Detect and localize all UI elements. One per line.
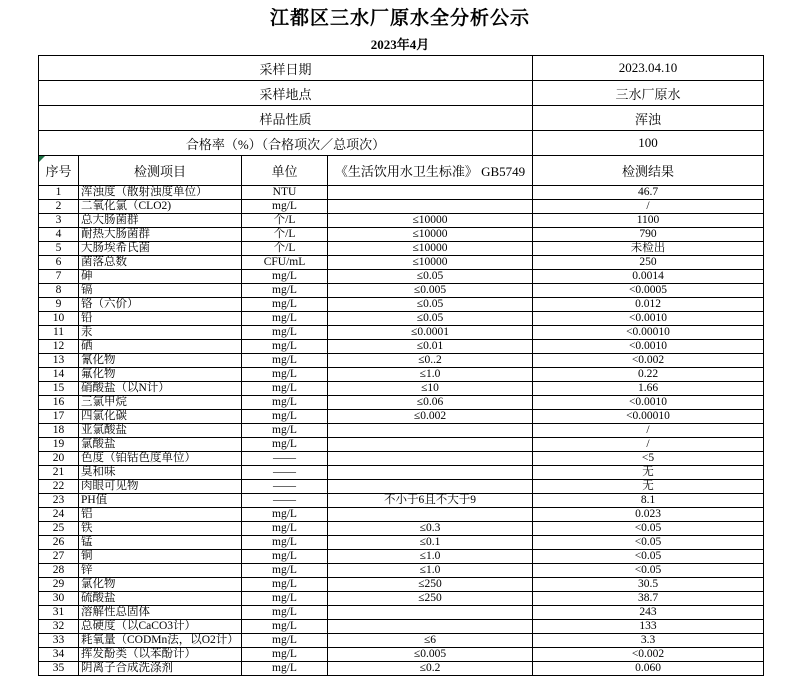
standard-limit: ≤1.0 <box>328 550 533 564</box>
unit: mg/L <box>242 326 328 340</box>
item-name: 硝酸盐（以N计） <box>79 382 242 396</box>
result-value: / <box>533 424 764 438</box>
item-name: 铜 <box>79 550 242 564</box>
info-row-sample-nature <box>39 106 764 131</box>
item-name: 锰 <box>79 536 242 550</box>
table-row <box>39 256 764 270</box>
item-name: 耗氧量（CODMn法，以O2计） <box>79 634 242 648</box>
standard-limit: ≤0.005 <box>328 284 533 298</box>
col-header-unit: 单位 <box>242 156 328 186</box>
row-no: 16 <box>39 396 79 410</box>
unit: 个/L <box>242 214 328 228</box>
standard-limit: ≤250 <box>328 592 533 606</box>
unit: 个/L <box>242 228 328 242</box>
standard-limit: ≤10000 <box>328 228 533 242</box>
unit: mg/L <box>242 354 328 368</box>
row-no: 29 <box>39 578 79 592</box>
result-value: <0.0010 <box>533 312 764 326</box>
result-value: <0.05 <box>533 522 764 536</box>
standard-limit: ≤6 <box>328 634 533 648</box>
row-no: 18 <box>39 424 79 438</box>
col-header-no <box>39 156 79 186</box>
row-no: 6 <box>39 256 79 270</box>
result-value: 38.7 <box>533 592 764 606</box>
unit: mg/L <box>242 592 328 606</box>
table-row <box>39 592 764 606</box>
result-value: 未检出 <box>533 242 764 256</box>
row-no: 19 <box>39 438 79 452</box>
page-title: 江都区三水厂原水全分析公示 <box>269 8 530 29</box>
info-value: 三水厂原水 <box>533 81 764 106</box>
table-row <box>39 200 764 214</box>
standard-limit: ≤0.005 <box>328 648 533 662</box>
row-no: 7 <box>39 270 79 284</box>
item-name: 浑浊度（散射浊度单位） <box>79 186 242 200</box>
item-name: 三氯甲烷 <box>79 396 242 410</box>
standard-limit <box>328 424 533 438</box>
table-row <box>39 396 764 410</box>
item-name: 肉眼可见物 <box>79 480 242 494</box>
unit: mg/L <box>242 662 328 676</box>
unit: mg/L <box>242 648 328 662</box>
info-label: 样品性质 <box>39 106 533 131</box>
row-no: 13 <box>39 354 79 368</box>
result-value: 133 <box>533 620 764 634</box>
table-row <box>39 382 764 396</box>
row-no: 2 <box>39 200 79 214</box>
col-header-standard: 《生活饮用水卫生标准》 GB5749 <box>328 156 533 186</box>
result-value: 1100 <box>533 214 764 228</box>
item-name: 硒 <box>79 340 242 354</box>
table-row <box>39 186 764 200</box>
unit: mg/L <box>242 634 328 648</box>
item-name: 氟化物 <box>79 368 242 382</box>
table-row <box>39 620 764 634</box>
unit: NTU <box>242 186 328 200</box>
col-header-result: 检测结果 <box>533 156 764 186</box>
item-name: 大肠埃希氏菌 <box>79 242 242 256</box>
result-value: <5 <box>533 452 764 466</box>
unit: mg/L <box>242 200 328 214</box>
row-no: 10 <box>39 312 79 326</box>
table-row <box>39 326 764 340</box>
table-row <box>39 480 764 494</box>
item-name: 铝 <box>79 508 242 522</box>
row-no: 17 <box>39 410 79 424</box>
table-row <box>39 270 764 284</box>
table-row <box>39 508 764 522</box>
standard-limit: ≤0.2 <box>328 662 533 676</box>
table-row <box>39 228 764 242</box>
unit: mg/L <box>242 382 328 396</box>
unit: mg/L <box>242 368 328 382</box>
standard-limit: 不小于6且不大于9 <box>328 494 533 508</box>
item-name: 铅 <box>79 312 242 326</box>
unit: mg/L <box>242 536 328 550</box>
result-value: 无 <box>533 466 764 480</box>
unit: CFU/mL <box>242 256 328 270</box>
unit: mg/L <box>242 438 328 452</box>
info-row-pass-rate <box>39 131 764 156</box>
table-row <box>39 298 764 312</box>
table-row <box>39 494 764 508</box>
table-row <box>39 536 764 550</box>
row-no: 3 <box>39 214 79 228</box>
unit: mg/L <box>242 298 328 312</box>
item-name: 亚氯酸盐 <box>79 424 242 438</box>
item-name: 汞 <box>79 326 242 340</box>
table-row <box>39 648 764 662</box>
info-label: 合格率（%）（合格项次／总项次） <box>39 131 533 156</box>
row-no: 20 <box>39 452 79 466</box>
row-no: 32 <box>39 620 79 634</box>
table-row <box>39 354 764 368</box>
unit: mg/L <box>242 424 328 438</box>
standard-limit <box>328 200 533 214</box>
item-name: 铁 <box>79 522 242 536</box>
standard-limit: ≤10000 <box>328 214 533 228</box>
unit: mg/L <box>242 606 328 620</box>
item-name: 硫酸盐 <box>79 592 242 606</box>
row-no: 23 <box>39 494 79 508</box>
unit: mg/L <box>242 522 328 536</box>
standard-limit: ≤10 <box>328 382 533 396</box>
standard-limit: ≤10000 <box>328 256 533 270</box>
row-no: 26 <box>39 536 79 550</box>
item-name: 铬（六价） <box>79 298 242 312</box>
row-no: 24 <box>39 508 79 522</box>
info-value: 100 <box>533 131 764 156</box>
result-value: <0.002 <box>533 354 764 368</box>
row-no: 4 <box>39 228 79 242</box>
table-row <box>39 368 764 382</box>
standard-limit: ≤0..2 <box>328 354 533 368</box>
item-name: 总大肠菌群 <box>79 214 242 228</box>
result-value: 30.5 <box>533 578 764 592</box>
row-no: 11 <box>39 326 79 340</box>
standard-limit <box>328 606 533 620</box>
row-no: 25 <box>39 522 79 536</box>
unit: mg/L <box>242 410 328 424</box>
unit: —— <box>242 452 328 466</box>
item-name: 氰化物 <box>79 354 242 368</box>
table-row <box>39 452 764 466</box>
table-row <box>39 550 764 564</box>
standard-limit: ≤0.06 <box>328 396 533 410</box>
row-no: 14 <box>39 368 79 382</box>
col-header-item: 检测项目 <box>79 156 242 186</box>
table-row <box>39 340 764 354</box>
result-value: 无 <box>533 480 764 494</box>
result-value: <0.0010 <box>533 340 764 354</box>
col-header-label: 序号 <box>45 164 72 179</box>
row-no: 30 <box>39 592 79 606</box>
item-name: 镉 <box>79 284 242 298</box>
standard-limit <box>328 508 533 522</box>
unit: mg/L <box>242 396 328 410</box>
result-value: <0.05 <box>533 564 764 578</box>
info-value: 浑浊 <box>533 106 764 131</box>
result-value: <0.05 <box>533 536 764 550</box>
info-row-sampling-date <box>39 56 764 81</box>
result-value: 0.0014 <box>533 270 764 284</box>
unit: 个/L <box>242 242 328 256</box>
result-value: <0.05 <box>533 550 764 564</box>
analysis-table-body <box>39 186 764 676</box>
table-row <box>39 410 764 424</box>
row-no: 15 <box>39 382 79 396</box>
standard-limit: ≤0.002 <box>328 410 533 424</box>
info-label: 采样地点 <box>39 81 533 106</box>
standard-limit <box>328 466 533 480</box>
table-row <box>39 438 764 452</box>
sample-info-table <box>38 55 764 156</box>
item-name: 阴离子合成洗涤剂 <box>79 662 242 676</box>
result-value: <0.0010 <box>533 396 764 410</box>
row-no: 28 <box>39 564 79 578</box>
standard-limit: ≤1.0 <box>328 368 533 382</box>
table-row <box>39 424 764 438</box>
standard-limit: ≤1.0 <box>328 564 533 578</box>
row-no: 1 <box>39 186 79 200</box>
item-name: 氯酸盐 <box>79 438 242 452</box>
standard-limit <box>328 620 533 634</box>
item-name: 二氧化氯（CLO2) <box>79 200 242 214</box>
unit: mg/L <box>242 284 328 298</box>
table-row <box>39 662 764 676</box>
result-value: 8.1 <box>533 494 764 508</box>
row-no: 5 <box>39 242 79 256</box>
row-no: 8 <box>39 284 79 298</box>
row-no: 31 <box>39 606 79 620</box>
result-value: 3.3 <box>533 634 764 648</box>
unit: mg/L <box>242 508 328 522</box>
unit: —— <box>242 494 328 508</box>
unit: mg/L <box>242 312 328 326</box>
item-name: 色度（铂钴色度单位） <box>79 452 242 466</box>
unit: —— <box>242 480 328 494</box>
item-name: 锌 <box>79 564 242 578</box>
standard-limit: ≤0.05 <box>328 270 533 284</box>
result-value: / <box>533 438 764 452</box>
table-row <box>39 578 764 592</box>
item-name: 砷 <box>79 270 242 284</box>
result-value: 250 <box>533 256 764 270</box>
table-row <box>39 564 764 578</box>
table-row <box>39 522 764 536</box>
result-value: <0.00010 <box>533 410 764 424</box>
result-value: <0.002 <box>533 648 764 662</box>
result-value: / <box>533 200 764 214</box>
standard-limit: ≤0.1 <box>328 536 533 550</box>
info-label: 采样日期 <box>39 56 533 81</box>
item-name: 臭和味 <box>79 466 242 480</box>
row-no: 27 <box>39 550 79 564</box>
standard-limit <box>328 452 533 466</box>
standard-limit: ≤0.3 <box>328 522 533 536</box>
standard-limit <box>328 186 533 200</box>
item-name: 耐热大肠菌群 <box>79 228 242 242</box>
row-no: 9 <box>39 298 79 312</box>
analysis-table <box>38 155 764 676</box>
result-value: 0.023 <box>533 508 764 522</box>
analysis-sheet <box>38 55 763 676</box>
result-value: 0.060 <box>533 662 764 676</box>
result-value: <0.00010 <box>533 326 764 340</box>
standard-limit: ≤10000 <box>328 242 533 256</box>
result-value: 46.7 <box>533 186 764 200</box>
unit: mg/L <box>242 578 328 592</box>
item-name: 氯化物 <box>79 578 242 592</box>
item-name: 四氯化碳 <box>79 410 242 424</box>
item-name: 菌落总数 <box>79 256 242 270</box>
report-month: 2023年4月 <box>370 37 430 52</box>
unit: mg/L <box>242 340 328 354</box>
standard-limit: ≤0.05 <box>328 298 533 312</box>
unit: —— <box>242 466 328 480</box>
item-name: 挥发酚类（以苯酚计） <box>79 648 242 662</box>
table-row <box>39 312 764 326</box>
row-no: 35 <box>39 662 79 676</box>
row-no: 33 <box>39 634 79 648</box>
table-row <box>39 466 764 480</box>
table-row <box>39 606 764 620</box>
unit: mg/L <box>242 564 328 578</box>
table-row <box>39 284 764 298</box>
row-no: 12 <box>39 340 79 354</box>
info-row-sampling-site <box>39 81 764 106</box>
standard-limit: ≤0.05 <box>328 312 533 326</box>
table-row <box>39 242 764 256</box>
standard-limit <box>328 480 533 494</box>
standard-limit: ≤0.0001 <box>328 326 533 340</box>
unit: mg/L <box>242 270 328 284</box>
result-value: 0.22 <box>533 368 764 382</box>
row-no: 21 <box>39 466 79 480</box>
table-row <box>39 214 764 228</box>
result-value: 1.66 <box>533 382 764 396</box>
result-value: 0.012 <box>533 298 764 312</box>
result-value: 243 <box>533 606 764 620</box>
row-no: 34 <box>39 648 79 662</box>
row-no: 22 <box>39 480 79 494</box>
table-header-row <box>39 156 764 186</box>
cell-error-flag-icon <box>39 156 45 162</box>
result-value: 790 <box>533 228 764 242</box>
standard-limit <box>328 438 533 452</box>
unit: mg/L <box>242 550 328 564</box>
item-name: 总硬度（以CaCO3计） <box>79 620 242 634</box>
standard-limit: ≤0.01 <box>328 340 533 354</box>
unit: mg/L <box>242 620 328 634</box>
item-name: 溶解性总固体 <box>79 606 242 620</box>
result-value: <0.0005 <box>533 284 764 298</box>
table-row <box>39 634 764 648</box>
info-value: 2023.04.10 <box>533 56 764 81</box>
standard-limit: ≤250 <box>328 578 533 592</box>
item-name: PH值 <box>79 494 242 508</box>
